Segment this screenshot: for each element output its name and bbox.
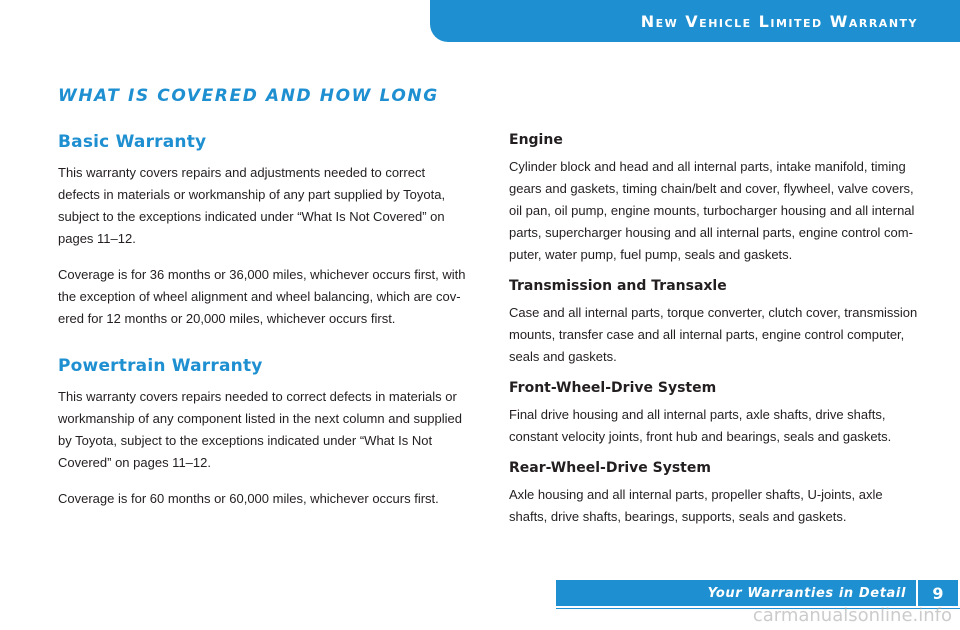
header-title: New Vehicle Limited Warranty [640,12,918,31]
transmission-title: Transmission and Transaxle [509,278,727,294]
left-column [58,132,468,510]
engine-text: Cylinder block and head and all internal parts, intake manifold, timing gears and gaskets, timing chain/belt and cover, flywheel, valve covers, oil pan, oil pump, engine mounts, turbocharger housing and all internal parts, supercharger housing and all internal parts, engine control com-puter, water pump, fuel pump, seals and gaskets. [509,159,915,262]
watermark: carmanualsonline.info [752,605,952,626]
engine-title: Engine [509,132,563,148]
footer-label: Your Warranties in Detail [556,580,916,606]
powertrain-warranty-paragraph-1: This warranty covers repairs needed to correct defects in materials or workmanship of any component listed in the next column and supplied by Toyota, subject to the exceptions indicated under “What Is Not Covered” on pages 11–12. [58,389,462,470]
powertrain-warranty-paragraph-2: Coverage is for 60 months or 60,000 miles, whichever occurs first. [58,491,439,506]
section-heading: WHAT IS COVERED AND HOW LONG [58,86,439,106]
header-tab [430,0,960,42]
right-column [509,132,921,528]
front-wheel-drive-text: Final drive housing and all internal parts, axle shafts, drive shafts, constant velocity joints, front hub and bearings, seals and gaskets. [509,407,892,444]
transmission-text: Case and all internal parts, torque converter, clutch cover, transmission mounts, transfer case and all internal parts, engine control computer, seals and gaskets. [509,305,918,364]
front-wheel-drive-title: Front-Wheel-Drive System [509,380,717,396]
powertrain-warranty-title: Powertrain Warranty [58,356,263,376]
basic-warranty-paragraph-1: This warranty covers repairs and adjustments needed to correct defects in materials or workmanship of any part supplied by Toyota, subject to the exceptions indicated under “What Is Not Covered” on pages 11–12. [58,165,446,246]
page-number: 9 [918,580,958,606]
footer-bar [556,580,960,606]
basic-warranty-title: Basic Warranty [58,132,207,152]
rear-wheel-drive-text: Axle housing and all internal parts, propeller shafts, U-joints, axle shafts, drive shafts, bearings, supports, seals and gaskets. [509,487,883,524]
basic-warranty-paragraph-2: Coverage is for 36 months or 36,000 miles, whichever occurs first, with the exception of wheel alignment and wheel balancing, which are cov-ered for 12 months or 20,000 miles, whichever occurs first. [58,267,466,326]
rear-wheel-drive-title: Rear-Wheel-Drive System [509,460,711,476]
